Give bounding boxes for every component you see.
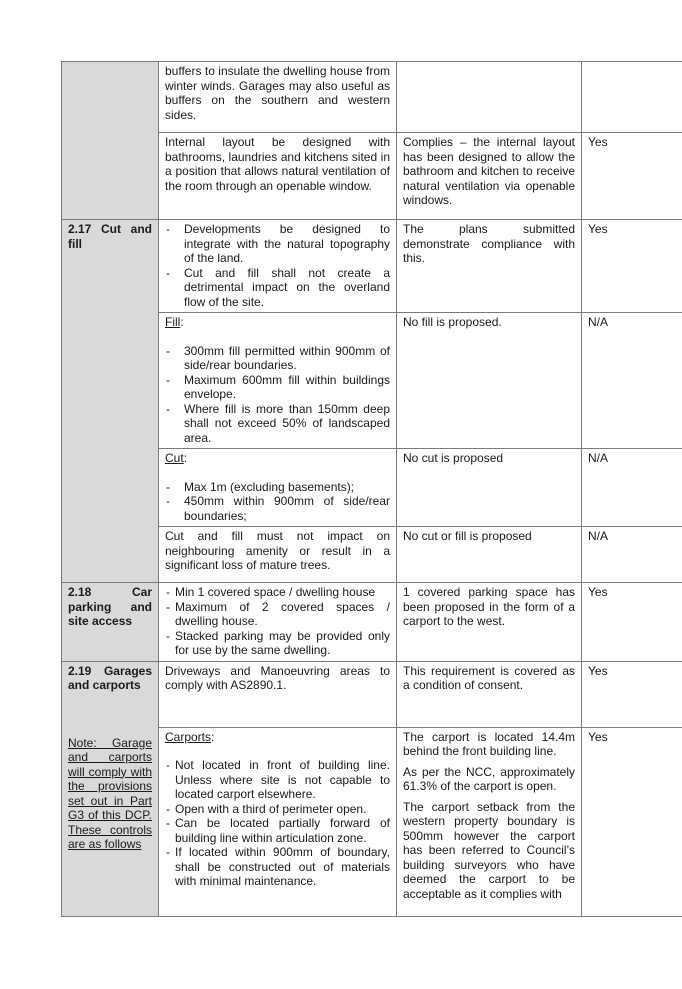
control-cell bbox=[159, 133, 397, 220]
response-cell bbox=[397, 727, 582, 916]
response-paragraph: The carport setback from the western property boundary is 500mm however the carport has been referred to Council’s building surveyors who have deemed the carport to be acceptable as it complies with bbox=[403, 799, 575, 901]
list-item: - 450mm within 900mm of side/rear boundaries; bbox=[165, 494, 390, 523]
list-item: - Developments be designed to integrate with the natural topography of the land. bbox=[165, 222, 390, 266]
control-cell: Fill: - 300mm fill permitted within 900mm of side/rear boundaries. - Maximum 600mm fill within buildings envelope. - Where fill is more than 150mm deep shall not exceed 50% of landscaped area. bbox=[159, 313, 397, 449]
control-text: Internal layout be designed with bathrooms, laundries and kitchens sited in a position that allows natural ventilation of the room through an openable window. bbox=[165, 135, 390, 193]
list-item: - Max 1m (excluding basements); bbox=[165, 480, 390, 495]
control-list bbox=[165, 480, 390, 524]
response-cell bbox=[397, 313, 582, 449]
section-cell-cut-fill bbox=[62, 220, 159, 583]
response-cell bbox=[397, 62, 582, 133]
complies-cell bbox=[582, 133, 682, 220]
section-cell-garages bbox=[62, 661, 159, 916]
list-item: - Where fill is more than 150mm deep shall not exceed 50% of landscaped area. bbox=[165, 402, 390, 446]
complies-cell bbox=[582, 313, 682, 449]
complies-text: Yes bbox=[588, 663, 608, 678]
response-text: No cut is proposed bbox=[403, 451, 504, 465]
control-cell bbox=[159, 661, 397, 727]
table-row-car-parking bbox=[62, 583, 682, 662]
complies-text: N/A bbox=[588, 315, 609, 329]
control-cell: Cut: - Max 1m (excluding basements); - 450mm within 900mm of side/rear boundaries; bbox=[159, 449, 397, 527]
response-text: 1 covered parking space has been proposed in the form of a carport to the west. bbox=[403, 585, 575, 628]
subheading: Fill bbox=[165, 315, 181, 329]
list-item: - Can be located partially forward of building line within articulation zone. bbox=[165, 816, 390, 845]
list-item: - Maximum of 2 covered spaces / dwelling house. bbox=[165, 600, 390, 629]
control-list bbox=[165, 585, 390, 658]
control-list bbox=[165, 222, 390, 309]
response-cell bbox=[397, 661, 582, 727]
response-text: This requirement is covered as a condition of consent. bbox=[403, 663, 575, 692]
response-text: No fill is proposed. bbox=[403, 315, 502, 329]
control-list bbox=[165, 344, 390, 446]
complies-text: N/A bbox=[588, 529, 609, 543]
complies-cell bbox=[582, 583, 682, 662]
subheading: Carports bbox=[165, 729, 212, 744]
complies-text: Yes bbox=[588, 135, 608, 149]
control-cell: Carports: - Not located in front of building line. Unless where site is not capable to located carport elsewhere. - Open with a third of perimeter open. - Can be located partially forward of building line within articulation zone. - If located within 900mm of boundary, shall be constructed out of materials with minimal maintenance. bbox=[159, 727, 397, 916]
section-title: 2.19 Garages and carports bbox=[68, 663, 152, 692]
complies-cell bbox=[582, 527, 682, 583]
document-page bbox=[61, 61, 682, 917]
complies-cell bbox=[582, 727, 682, 916]
list-item: - Maximum 600mm fill within buildings envelope. bbox=[165, 373, 390, 402]
complies-cell bbox=[582, 62, 682, 133]
control-list bbox=[165, 758, 390, 889]
response-text: No cut or fill is proposed bbox=[403, 529, 532, 543]
complies-cell bbox=[582, 661, 682, 727]
complies-text: Yes bbox=[588, 585, 608, 599]
section-title: 2.18 Car parking and site access bbox=[68, 585, 152, 628]
response-cell bbox=[397, 220, 582, 313]
section-title: 2.17 Cut and fill bbox=[68, 222, 152, 251]
complies-cell bbox=[582, 220, 682, 313]
subheading: Cut bbox=[165, 451, 184, 465]
complies-text: Yes bbox=[588, 729, 608, 744]
control-cell bbox=[159, 62, 397, 133]
response-paragraph: The carport is located 14.4m behind the front building line. bbox=[403, 729, 575, 758]
control-text: buffers to insulate the dwelling house from winter winds. Garages may also useful as buffers on the southern and western sides. bbox=[165, 64, 390, 122]
table-row-buffers bbox=[62, 62, 682, 133]
response-cell bbox=[397, 449, 582, 527]
control-cell bbox=[159, 583, 397, 662]
control-text: Cut and fill must not impact on neighbouring amenity or result in a significant loss of mature trees. bbox=[165, 529, 390, 572]
table-row-driveways bbox=[62, 661, 682, 727]
list-item: - 300mm fill permitted within 900mm of side/rear boundaries. bbox=[165, 344, 390, 373]
complies-text: N/A bbox=[588, 451, 609, 465]
response-cell bbox=[397, 133, 582, 220]
response-text: The plans submitted demonstrate compliance with this. bbox=[403, 222, 575, 265]
response-text: Complies – the internal layout has been designed to allow the bathroom and kitchen to receive natural ventilation via openable windows. bbox=[403, 135, 575, 207]
section-cell-car-parking bbox=[62, 583, 159, 662]
response-cell bbox=[397, 583, 582, 662]
section-note: Note: Garage and carports will comply with the provisions set out in Part G3 of this DCP. These controls are as follows bbox=[68, 735, 152, 851]
list-item: - Stacked parking may be provided only for use by the same dwelling. bbox=[165, 629, 390, 658]
list-item: - Cut and fill shall not create a detrimental impact on the overland flow of the site. bbox=[165, 266, 390, 310]
dcp-compliance-table bbox=[61, 61, 682, 917]
list-item: - Open with a third of perimeter open. bbox=[165, 802, 390, 817]
response-paragraph: As per the NCC, approximately 61.3% of the carport is open. bbox=[403, 764, 575, 793]
complies-cell bbox=[582, 449, 682, 527]
control-cell bbox=[159, 527, 397, 583]
response-cell bbox=[397, 527, 582, 583]
list-item: - Min 1 covered space / dwelling house bbox=[165, 585, 390, 600]
control-text: Driveways and Manoeuvring areas to comply with AS2890.1. bbox=[165, 663, 390, 692]
section-cell-continued bbox=[62, 62, 159, 220]
table-row-cut-fill bbox=[62, 220, 682, 313]
list-item: - If located within 900mm of boundary, shall be constructed out of materials with minimal maintenance. bbox=[165, 845, 390, 889]
list-item: - Not located in front of building line. Unless where site is not capable to located carport elsewhere. bbox=[165, 758, 390, 802]
control-cell bbox=[159, 220, 397, 313]
complies-text: Yes bbox=[588, 222, 608, 236]
